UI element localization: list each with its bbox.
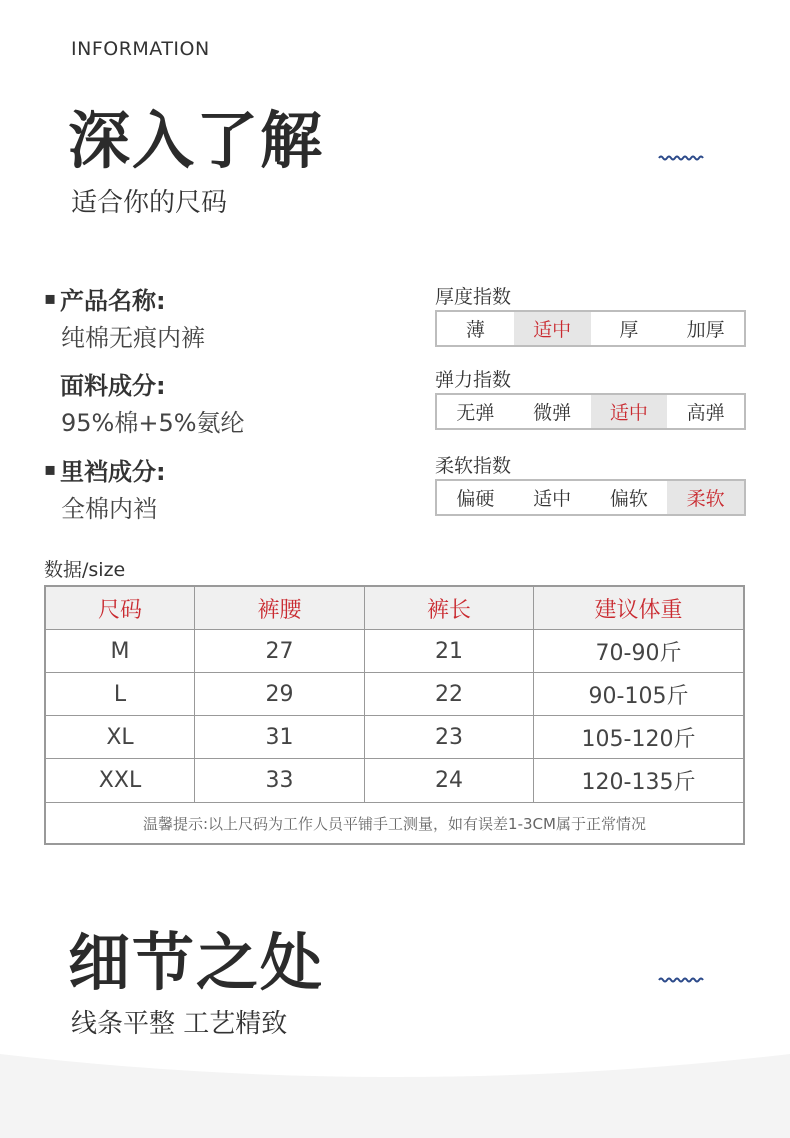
table-cell: M (46, 630, 195, 672)
section-subtitle: 适合你的尺码 (71, 188, 228, 218)
table-cell: 31 (195, 716, 365, 758)
table-cell: 27 (195, 630, 365, 672)
fabric-label: 面料成分: (60, 371, 166, 400)
table-cell: 105-120斤 (581, 726, 696, 752)
index-option: 无弹 (456, 402, 495, 424)
index-option: 加厚 (686, 319, 725, 341)
lining-block (44, 453, 166, 521)
elasticity-index (435, 365, 746, 430)
table-cell: 90-105斤 (588, 683, 689, 709)
table-row (46, 716, 743, 759)
fabric-block (44, 367, 245, 435)
details-title: 细节之处 (68, 926, 325, 999)
thickness-index-title: 厚度指数 (435, 286, 512, 308)
table-cell: 33 (195, 759, 365, 802)
bullet-icon: ▪ (44, 458, 57, 480)
size-table (44, 585, 745, 845)
details-subtitle: 线条平整 工艺精致 (71, 1009, 288, 1039)
table-cell: 24 (365, 759, 534, 802)
product-name-value: 纯棉无痕内裤 (61, 324, 205, 352)
lining-label: 里裆成分: (60, 457, 166, 486)
softness-index (435, 451, 746, 516)
thickness-index (435, 282, 746, 347)
table-row (46, 630, 743, 673)
table-cell: 120-135斤 (581, 770, 696, 795)
elasticity-index-title: 弹力指数 (435, 369, 512, 391)
size-table-caption: 数据/size (44, 559, 126, 581)
softness-index-bar (435, 479, 746, 516)
table-header-cell: 建议体重 (594, 597, 683, 623)
table-header-cell: 裤长 (365, 587, 534, 629)
index-option: 偏硬 (456, 488, 495, 510)
index-option: 薄 (465, 319, 485, 341)
product-name-block (44, 282, 205, 350)
thickness-index-bar (435, 310, 746, 347)
table-header-cell: 尺码 (46, 587, 195, 629)
softness-index-title: 柔软指数 (435, 455, 512, 477)
bullet-icon: ▪ (44, 287, 57, 309)
bottom-background-curve (0, 1040, 790, 1138)
wave-decoration-icon (658, 154, 704, 162)
index-option: 适中 (514, 312, 591, 345)
table-cell: 29 (195, 673, 365, 715)
table-row (46, 673, 743, 716)
lining-value: 全棉内裆 (61, 495, 157, 523)
table-cell: 22 (365, 673, 534, 715)
product-name-label: 产品名称: (60, 286, 166, 315)
size-table-note: 温馨提示:以上尺码为工作人员平铺手工测量，如有误差1-3CM属于正常情况 (46, 802, 743, 843)
index-option: 柔软 (667, 481, 744, 514)
index-option: 适中 (591, 395, 668, 428)
table-header-cell: 裤腰 (195, 587, 365, 629)
section-eyebrow: INFORMATION (71, 38, 210, 60)
fabric-value: 95%棉+5%氨纶 (61, 409, 245, 437)
elasticity-index-bar (435, 393, 746, 430)
wave-decoration-icon (658, 976, 704, 984)
table-header-row (46, 587, 743, 630)
section-title: 深入了解 (68, 104, 325, 177)
table-cell: 23 (365, 716, 534, 758)
table-cell: 21 (365, 630, 534, 672)
index-option: 偏软 (609, 488, 648, 510)
table-cell: 70-90斤 (595, 640, 682, 666)
index-option: 微弹 (533, 402, 572, 424)
table-cell: XXL (46, 759, 195, 802)
table-cell: XL (46, 716, 195, 758)
index-option: 厚 (619, 319, 639, 341)
index-option: 适中 (533, 488, 572, 510)
table-cell: L (46, 673, 195, 715)
index-option: 高弹 (686, 402, 725, 424)
table-row (46, 759, 743, 802)
